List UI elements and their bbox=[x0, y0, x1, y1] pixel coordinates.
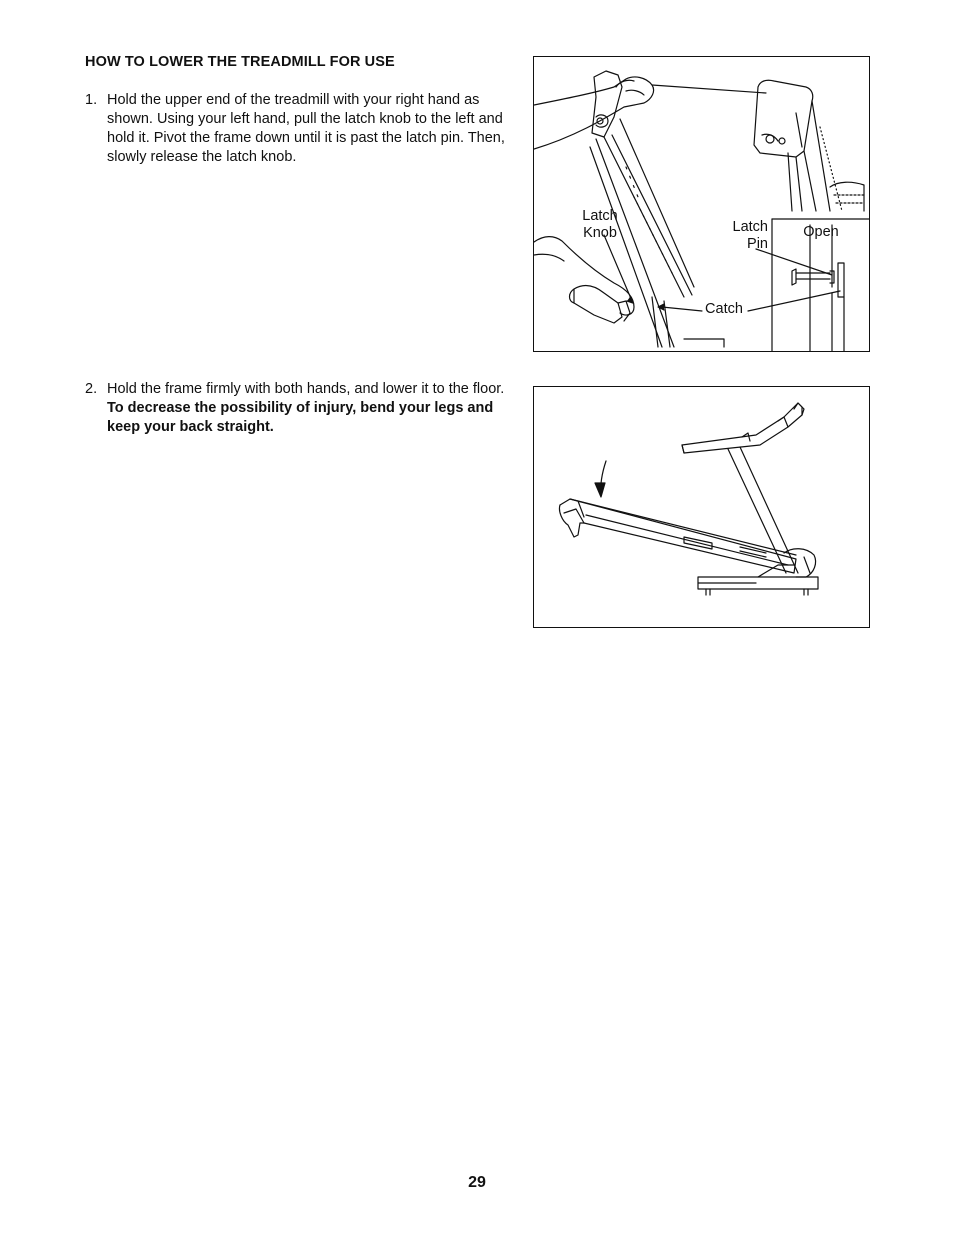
step-number: 2. bbox=[85, 381, 98, 397]
step-text-block bbox=[107, 91, 505, 167]
section-heading: HOW TO LOWER THE TREADMILL FOR USE bbox=[85, 54, 395, 70]
page-number: 29 bbox=[468, 1174, 486, 1191]
lowering-drawing bbox=[534, 387, 869, 627]
catch-label: Catch bbox=[705, 301, 743, 317]
open-label: Open bbox=[803, 224, 839, 240]
latch-knob-callout bbox=[576, 208, 624, 242]
step-text: Hold the upper end of the treadmill with your right hand as shown. Using your left hand, pull the latch knob to the left and hold it. Pivot the frame down until it is past the latch pin. Then, slowly release the latch knob. bbox=[107, 92, 505, 165]
open-callout bbox=[796, 224, 846, 241]
instruction-step-1 bbox=[85, 91, 505, 167]
step-warning-text: To decrease the possibility of injury, bend your legs and keep your back straight. bbox=[107, 400, 494, 435]
latch-illustration bbox=[533, 56, 870, 352]
latch-pin-label: Latch Pin bbox=[732, 219, 768, 252]
step-text: Hold the frame firmly with both hands, and lower it to the floor. bbox=[107, 381, 505, 397]
instruction-step-2 bbox=[85, 380, 505, 437]
step-text-block bbox=[107, 380, 505, 437]
latch-knob-label: Latch Knob bbox=[582, 208, 618, 241]
catch-callout bbox=[700, 301, 748, 318]
latch-pin-callout bbox=[712, 219, 768, 253]
step-number: 1. bbox=[85, 92, 98, 108]
lowering-illustration bbox=[533, 386, 870, 628]
